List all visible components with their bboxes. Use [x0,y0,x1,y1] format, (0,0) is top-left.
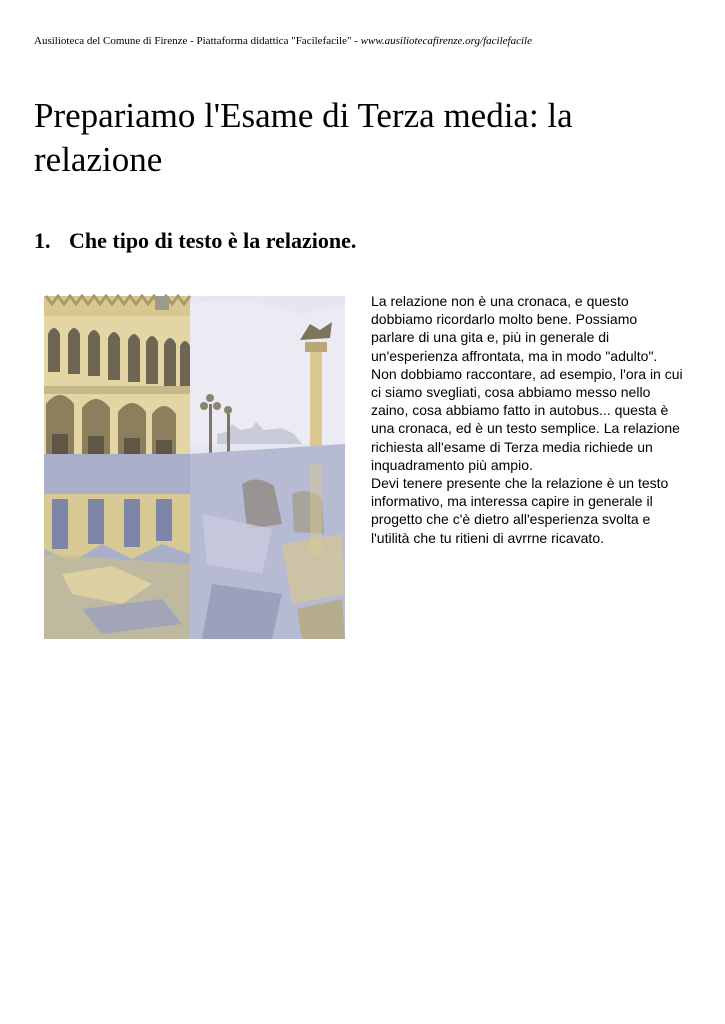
venice-illustration [42,294,347,641]
section-number: 1. [34,228,51,253]
page-title: Prepariamo l'Esame di Terza media: la relazione [34,96,573,179]
header-text: Ausilioteca del Comune di Firenze - Piattaforma didattica "Facilefacile" - [34,35,361,47]
paragraph: Devi tenere presente che la relazione è un testo informativo, ma interessa capire in generale il progetto che c'è dietro all'esperienza svolta e l'utilità che tu ritieni di avrrne ricavato. [371,475,669,546]
paragraph: La relazione non è una cronaca, e questo dobbiamo ricordarlo molto bene. Possiamo parlare di una gita e, più in generale di un'esperienza affrontata, ma in modo "adulto". Non dobbiamo raccontare, ad esempio, l'ora in cui ci siamo svegliati, cosa abbiamo messo nello zaino, cosa abbiamo fatto in autobus... questa è una cronaca, ed è un testo semplice. La relazione richiesta all'esame di Terza media richiede un inquadramento più ampio. [371,293,683,473]
header-url: www.ausiliotecafirenze.org/facilefacile [360,35,532,47]
page-header [34,35,532,47]
section-heading-text: Che tipo di testo è la relazione. [69,228,357,253]
body-text [371,292,683,547]
section-heading [34,226,356,256]
